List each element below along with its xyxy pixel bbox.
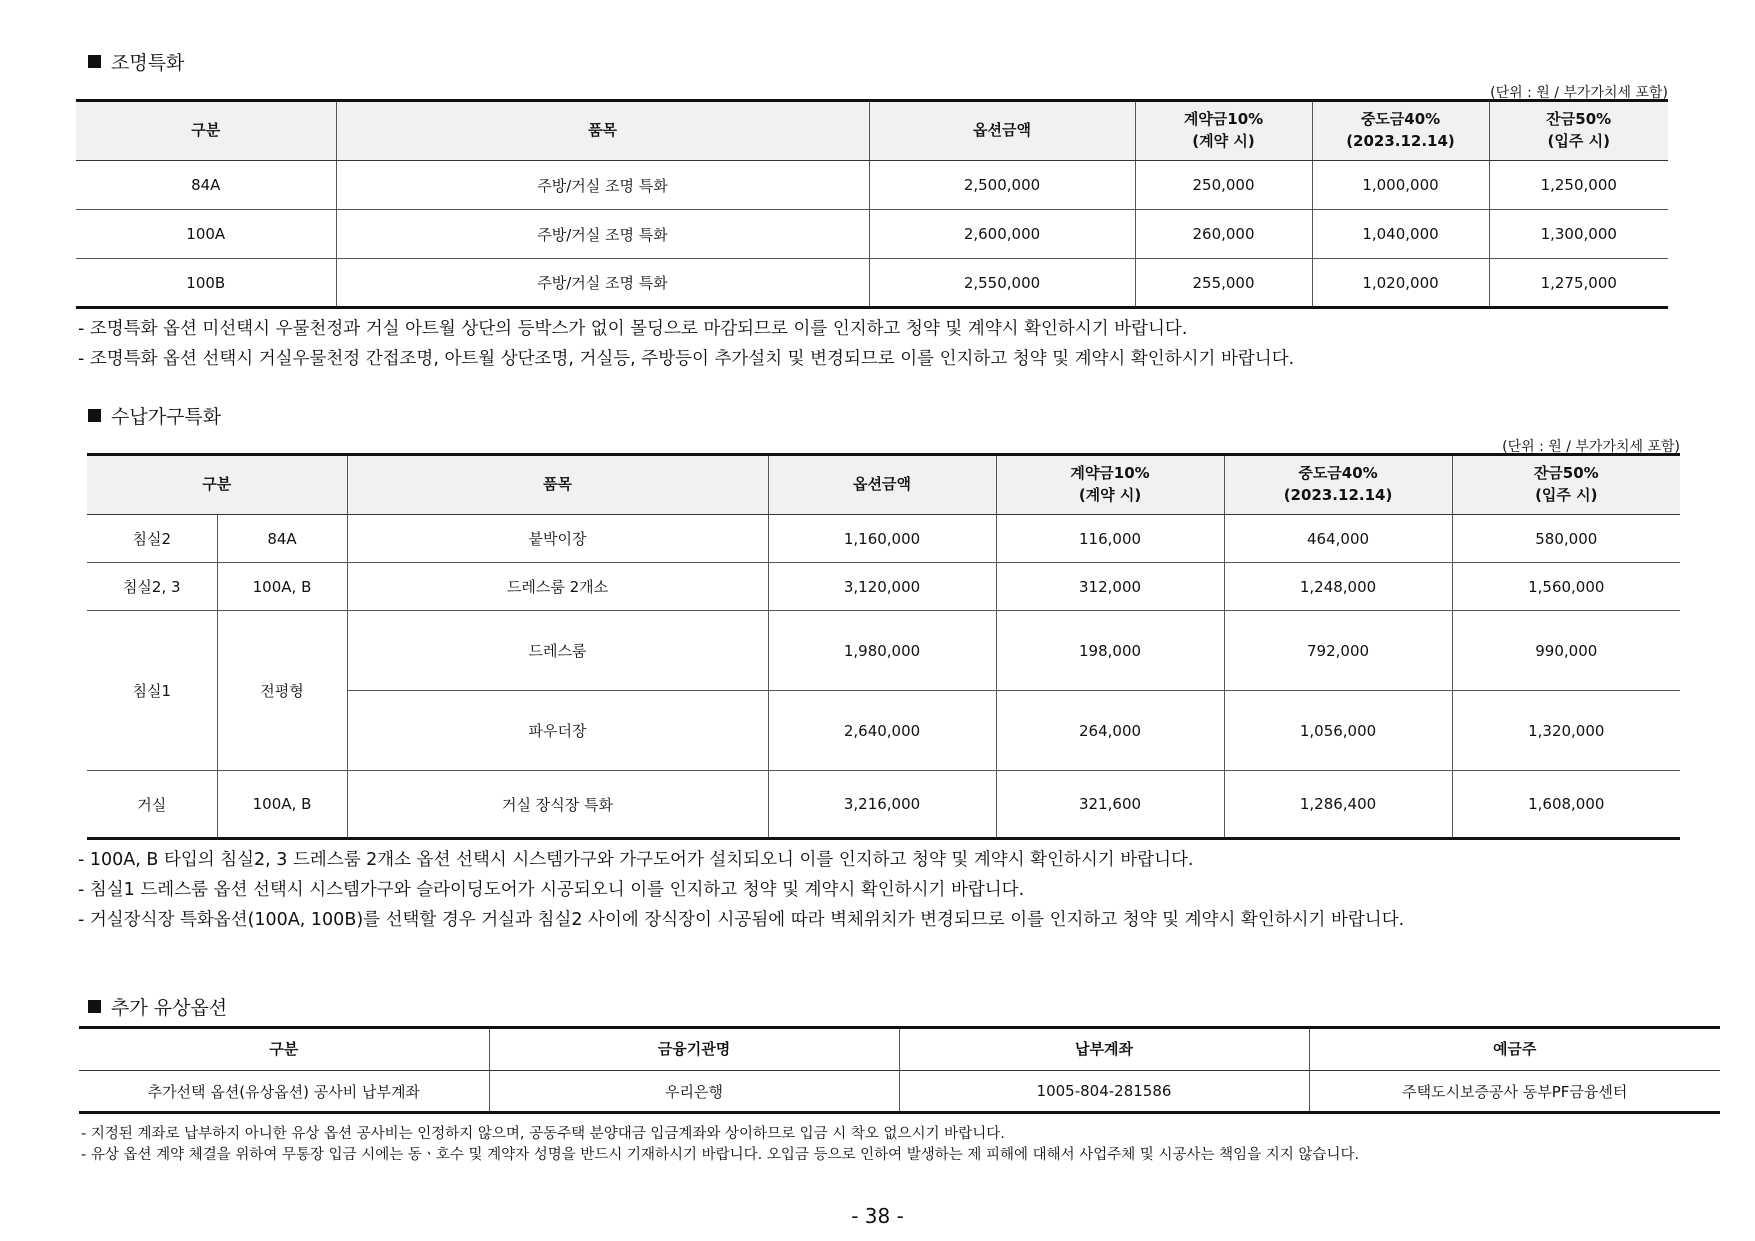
cell-deposit: 250,000: [1135, 161, 1312, 210]
cell-room: 침실2: [87, 515, 217, 563]
cell-price: 1,980,000: [768, 611, 996, 691]
lighting-section-title: [88, 48, 184, 75]
cell-deposit: 264,000: [996, 691, 1224, 771]
header-line: (2023.12.14): [1283, 486, 1393, 504]
header-line: (2023.12.14): [1346, 132, 1455, 150]
col-header-middle: [1224, 455, 1452, 515]
note-line: - 조명특화 옵션 미선택시 우물천정과 거실 아트월 상단의 등박스가 없이 몰딩으로 마감되므로 이를 인지하고 청약 및 계약시 확인하시기 바랍니다.: [78, 319, 1188, 339]
cell-deposit: 321,600: [996, 771, 1224, 839]
col-header-account: 납부계좌: [899, 1028, 1309, 1071]
cell-middle: 1,040,000: [1312, 210, 1489, 259]
table-row: [79, 1071, 1720, 1113]
cell-middle: 1,286,400: [1224, 771, 1452, 839]
col-header-type: 구분: [87, 455, 347, 515]
note-line: - 조명특화 옵션 선택시 거실우물천정 간접조명, 아트월 상단조명, 거실등, 주방등이 추가설치 및 변경되므로 이를 인지하고 청약 및 계약시 확인하시기 바랍니다.: [78, 349, 1295, 369]
cell-balance: 1,250,000: [1489, 161, 1668, 210]
cell-deposit: 312,000: [996, 563, 1224, 611]
col-header-item: 품목: [347, 455, 768, 515]
lighting-title-text: 조명특화: [111, 52, 185, 74]
lighting-unit-note: (단위 : 원 / 부가가치세 포함): [1490, 85, 1668, 101]
cell-balance: 990,000: [1452, 611, 1680, 691]
header-line: 중도금40%: [1298, 464, 1378, 483]
header-line: 잔금50%: [1533, 464, 1599, 483]
col-header-middle: [1312, 101, 1489, 161]
note-line: - 침실1 드레스룸 옵션 선택시 시스템가구와 슬라이딩도어가 시공되오니 이를 인지하고 청약 및 계약시 확인하시기 바랍니다.: [78, 880, 1025, 900]
square-bullet-icon: [88, 1000, 101, 1013]
cell-price: 3,216,000: [768, 771, 996, 839]
paid-title-text: 추가 유상옵션: [111, 997, 228, 1019]
cell-type: 84A: [217, 515, 347, 563]
cell-room: 침실1: [87, 611, 217, 771]
cell-balance: 1,320,000: [1452, 691, 1680, 771]
storage-notes: [78, 845, 1404, 935]
cell-item: 드레스룸: [347, 611, 768, 691]
cell-middle: 1,056,000: [1224, 691, 1452, 771]
note-line: - 지정된 계좌로 납부하지 아니한 유상 옵션 공사비는 인정하지 않으며, 공동주택 분양대금 입금계좌와 상이하므로 입금 시 착오 없으시기 바랍니다.: [81, 1126, 1005, 1142]
cell-item: 주방/거실 조명 특화: [336, 161, 869, 210]
table-row: [87, 515, 1680, 563]
cell-balance: 1,275,000: [1489, 259, 1668, 308]
cell-middle: 464,000: [1224, 515, 1452, 563]
cell-balance: 1,560,000: [1452, 563, 1680, 611]
cell-item: 주방/거실 조명 특화: [336, 210, 869, 259]
col-header-price: 옵션금액: [768, 455, 996, 515]
col-header-price: 옵션금액: [869, 101, 1135, 161]
cell-holder: 주택도시보증공사 동부PF금융센터: [1309, 1071, 1720, 1113]
col-header-holder: 예금주: [1309, 1028, 1720, 1071]
cell-type: 100A: [76, 210, 336, 259]
cell-price: 1,160,000: [768, 515, 996, 563]
cell-item: 주방/거실 조명 특화: [336, 259, 869, 308]
cell-price: 2,500,000: [869, 161, 1135, 210]
cell-type: 전평형: [217, 611, 347, 771]
header-line: (계약 시): [1192, 132, 1255, 150]
cell-deposit: 198,000: [996, 611, 1224, 691]
cell-price: 2,550,000: [869, 259, 1135, 308]
cell-room: 거실: [87, 771, 217, 839]
header-line: (입주 시): [1535, 486, 1598, 504]
paid-account-table: [79, 1026, 1720, 1114]
lighting-notes: [78, 314, 1294, 374]
storage-table: [87, 453, 1680, 840]
cell-middle: 1,000,000: [1312, 161, 1489, 210]
cell-item: 붙박이장: [347, 515, 768, 563]
square-bullet-icon: [88, 55, 101, 68]
table-row: [76, 210, 1668, 259]
header-line: 계약금10%: [1183, 110, 1264, 129]
cell-balance: 1,300,000: [1489, 210, 1668, 259]
table-row: [76, 161, 1668, 210]
header-line: (입주 시): [1547, 132, 1610, 150]
cell-type: 100A, B: [217, 563, 347, 611]
cell-type: 84A: [76, 161, 336, 210]
cell-price: 2,640,000: [768, 691, 996, 771]
cell-middle: 1,020,000: [1312, 259, 1489, 308]
table-row: [87, 771, 1680, 839]
note-line: - 100A, B 타입의 침실2, 3 드레스룸 2개소 옵션 선택시 시스템가구와 가구도어가 설치되오니 이를 인지하고 청약 및 계약시 확인하시기 바랍니다.: [78, 850, 1194, 870]
cell-account: 1005-804-281586: [899, 1071, 1309, 1113]
paid-notes: [81, 1124, 1686, 1166]
cell-type: 100A, B: [217, 771, 347, 839]
note-line: - 유상 옵션 계약 체결을 위하여 무통장 입금 시에는 동ㆍ호수 및 계약자 성명을 반드시 기재하시기 바랍니다. 오입금 등으로 인하여 발생하는 제 피해에 대해서 사업주체 및 시공사는 책임을 지지 않습니다.: [81, 1147, 1360, 1163]
col-header-deposit: [996, 455, 1224, 515]
table-row: [76, 259, 1668, 308]
col-header-type: 구분: [76, 101, 336, 161]
cell-middle: 1,248,000: [1224, 563, 1452, 611]
page-number: - 38 -: [851, 1204, 904, 1228]
col-header-deposit: [1135, 101, 1312, 161]
cell-bank: 우리은행: [489, 1071, 899, 1113]
header-line: 잔금50%: [1546, 110, 1612, 129]
square-bullet-icon: [88, 409, 101, 422]
paid-section-title: [88, 993, 227, 1020]
cell-deposit: 116,000: [996, 515, 1224, 563]
cell-type: 추가선택 옵션(유상옵션) 공사비 납부계좌: [79, 1071, 489, 1113]
lighting-table: [76, 99, 1668, 309]
cell-deposit: 260,000: [1135, 210, 1312, 259]
cell-deposit: 255,000: [1135, 259, 1312, 308]
col-header-bank: 금융기관명: [489, 1028, 899, 1071]
col-header-balance: [1489, 101, 1668, 161]
col-header-item: 품목: [336, 101, 869, 161]
cell-item: 거실 장식장 특화: [347, 771, 768, 839]
col-header-type: 구분: [79, 1028, 489, 1071]
cell-balance: 1,608,000: [1452, 771, 1680, 839]
storage-section-title: [88, 402, 221, 429]
cell-price: 3,120,000: [768, 563, 996, 611]
storage-title-text: 수납가구특화: [111, 406, 222, 428]
cell-price: 2,600,000: [869, 210, 1135, 259]
header-line: (계약 시): [1078, 486, 1142, 504]
storage-unit-note: (단위 : 원 / 부가가치세 포함): [1502, 439, 1680, 455]
cell-room: 침실2, 3: [87, 563, 217, 611]
cell-balance: 580,000: [1452, 515, 1680, 563]
table-row: [87, 611, 1680, 691]
table-row: [87, 563, 1680, 611]
header-line: 중도금40%: [1360, 110, 1441, 129]
header-line: 계약금10%: [1070, 464, 1150, 483]
col-header-balance: [1452, 455, 1680, 515]
note-line: - 거실장식장 특화옵션(100A, 100B)를 선택할 경우 거실과 침실2 사이에 장식장이 시공됨에 따라 벽체위치가 변경되므로 이를 인지하고 청약 및 계약시 확인하시기 바랍니다.: [78, 910, 1405, 930]
cell-item: 파우더장: [347, 691, 768, 771]
cell-item: 드레스룸 2개소: [347, 563, 768, 611]
cell-type: 100B: [76, 259, 336, 308]
cell-middle: 792,000: [1224, 611, 1452, 691]
